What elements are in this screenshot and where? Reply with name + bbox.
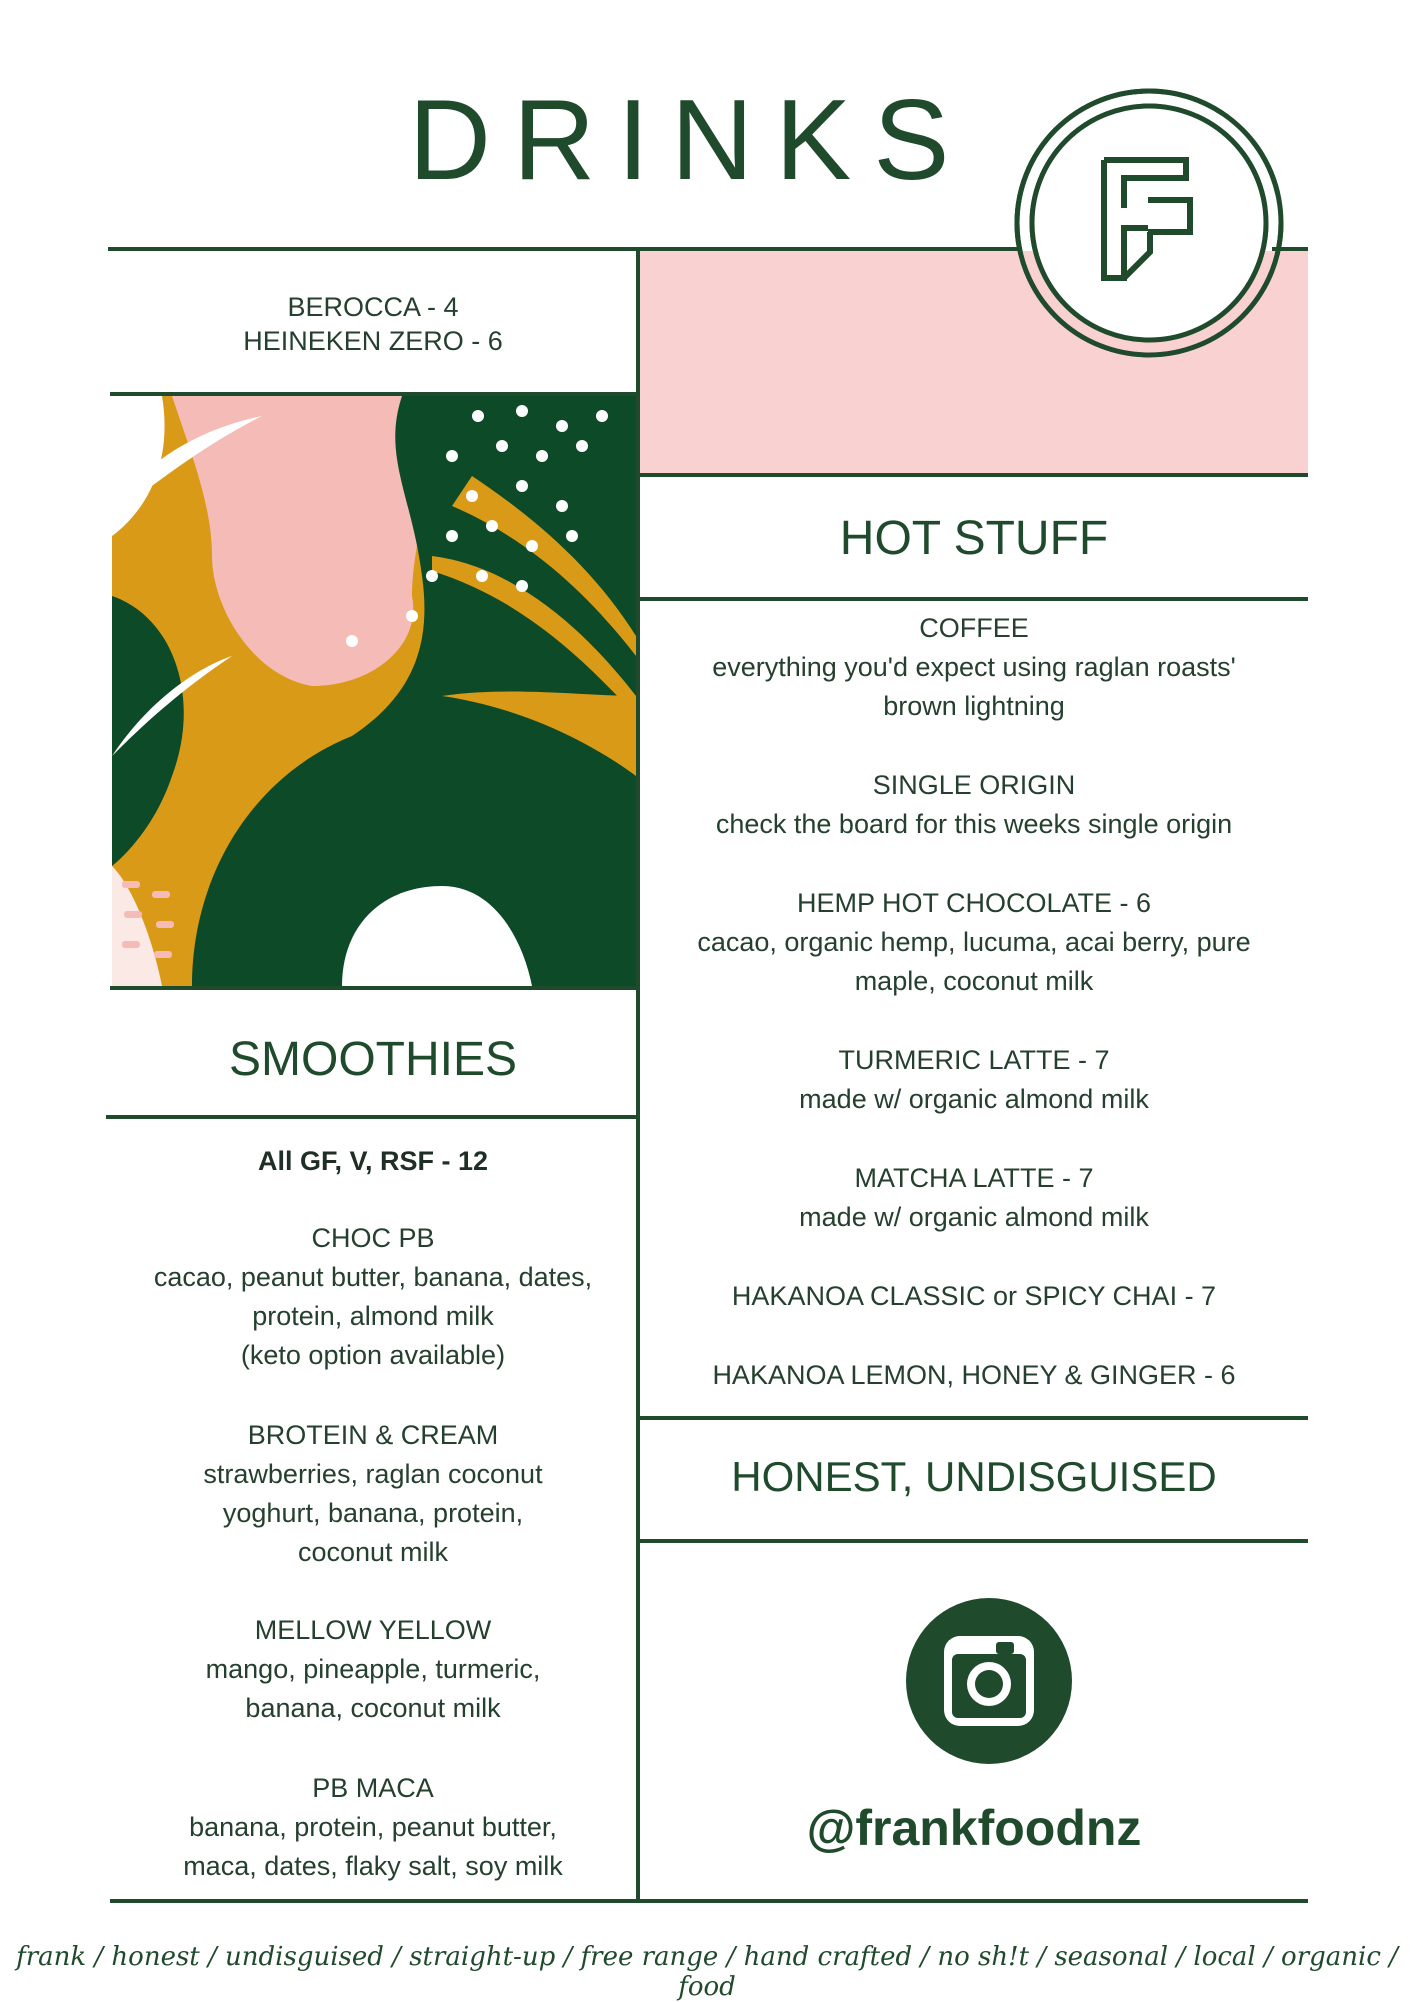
smoothies-heading: SMOOTHIES <box>228 1033 518 1086</box>
bottom-rule <box>110 1899 1308 1903</box>
item-desc: cacao, organic hemp, lucuma, acai berry, pure maple, coconut milk <box>697 927 1251 996</box>
item-name: TURMERIC LATTE - 7 <box>838 1045 1110 1075</box>
item-name: PB MACA <box>312 1773 434 1803</box>
item-name: COFFEE <box>919 613 1029 643</box>
list-item <box>640 609 1308 726</box>
item-name: MATCHA LATTE - 7 <box>854 1163 1094 1193</box>
rule <box>640 597 1308 601</box>
slogan: HONEST, UNDISGUISED <box>731 1453 1217 1500</box>
item-desc: cacao, peanut butter, banana, dates, protein, almond milk (keto option available) <box>153 1262 593 1370</box>
item-desc: made w/ organic almond milk <box>799 1202 1149 1232</box>
item-desc: strawberries, raglan coconut yoghurt, banana, protein, coconut milk <box>203 1459 543 1567</box>
page-title: DRINKS <box>408 77 972 204</box>
list-item <box>110 1611 636 1728</box>
rule <box>106 1115 638 1119</box>
item-name: MELLOW YELLOW <box>254 1615 492 1645</box>
item-name: CHOC PB <box>311 1223 435 1253</box>
rule <box>640 473 1308 477</box>
item-name: HEMP HOT CHOCOLATE - 6 <box>796 888 1152 918</box>
abstract-art-image <box>112 396 636 986</box>
list-item <box>110 1769 636 1886</box>
item-name: HAKANOA CLASSIC or SPICY CHAI - 7 <box>731 1281 1217 1311</box>
list-item <box>110 1416 636 1572</box>
item-name: HAKANOA LEMON, HONEY & GINGER - 6 <box>712 1360 1236 1390</box>
list-item <box>640 1277 1308 1316</box>
list-item <box>640 766 1308 844</box>
list-item <box>640 1159 1308 1237</box>
item-desc: made w/ organic almond milk <box>799 1084 1149 1114</box>
quick-drink: HEINEKEN ZERO - 6 <box>243 326 503 356</box>
hot-stuff-heading: HOT STUFF <box>839 512 1109 565</box>
rule <box>110 986 638 990</box>
logo-overlay <box>1008 82 1290 364</box>
item-name: BROTEIN & CREAM <box>247 1420 499 1450</box>
footer-tagline: frank / honest / undisguised / straight-up / free range / hand crafted / no sh!t / seasonal / local / organic / food <box>16 1942 1398 2002</box>
item-desc: check the board for this weeks single origin <box>715 809 1233 839</box>
rule <box>640 1416 1308 1420</box>
list-item <box>110 1219 636 1375</box>
quick-drink: BEROCCA - 4 <box>287 292 459 322</box>
instagram-icon[interactable] <box>906 1598 1072 1764</box>
item-desc: banana, protein, peanut butter, maca, dates, flaky salt, soy milk <box>183 1812 563 1881</box>
item-desc: everything you'd expect using raglan roasts' brown lightning <box>712 652 1236 721</box>
instagram-handle[interactable]: @frankfoodnz <box>806 1800 1142 1856</box>
rule <box>640 1539 1308 1543</box>
list-item <box>640 884 1308 1001</box>
list-item <box>640 1356 1308 1395</box>
smoothies-note: All GF, V, RSF - 12 <box>257 1146 489 1176</box>
item-name: SINGLE ORIGIN <box>872 770 1076 800</box>
item-desc: mango, pineapple, turmeric, banana, coconut milk <box>205 1654 541 1723</box>
list-item <box>640 1041 1308 1119</box>
